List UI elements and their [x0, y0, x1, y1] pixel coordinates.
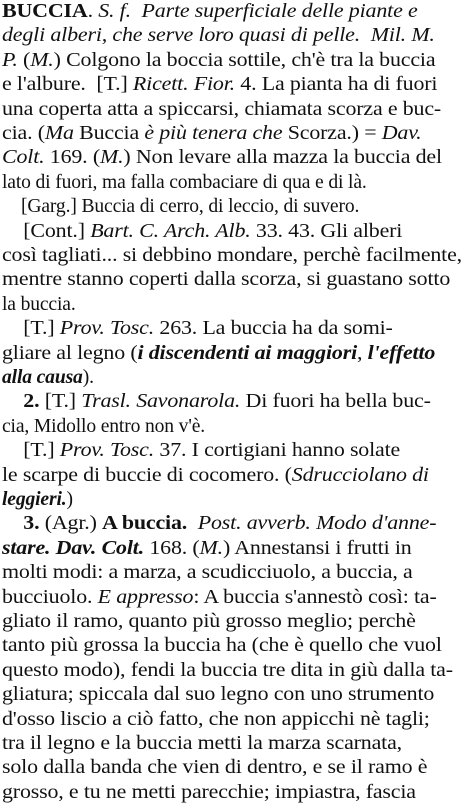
- text-line: [2, 537, 475, 561]
- text-line: [2, 220, 475, 244]
- body-text: [Garg.] Buccia di cerro, di leccio, di suvero.: [2, 196, 360, 218]
- text-line: [2, 464, 475, 488]
- text-line: [2, 317, 475, 341]
- citation-text: M.: [30, 49, 54, 71]
- citation-text: stare. Dav. Colt.: [2, 537, 145, 559]
- citation-text: S. f. Parte superficiale delle piante e: [98, 1, 418, 22]
- body-text: ) Colgono la boccia sottile, ch'è tra la buccia: [53, 49, 436, 71]
- body-text: gliare al legno (: [2, 342, 138, 364]
- citation-text: Ma: [44, 123, 74, 144]
- text-line: [2, 659, 475, 683]
- text-line: [2, 171, 475, 195]
- bold-text: A buccia.: [102, 513, 188, 535]
- body-text: d'osso liscio a ciò fatto, che non appicchi nè tagli;: [2, 708, 430, 730]
- text-line: [2, 24, 475, 48]
- body-text: 169. (: [44, 147, 100, 169]
- citation-text: i discendenti ai maggiori: [137, 342, 358, 364]
- text-line: [2, 0, 475, 24]
- body-text: [187, 513, 198, 534]
- body-text: 4. La pianta ha di fuori: [234, 74, 438, 96]
- body-text: tra il legno e la buccia metti la marza scarnata,: [2, 733, 402, 754]
- text-line: [2, 73, 475, 97]
- text-line: [2, 342, 475, 366]
- body-text: una coperta atta a spiccarsi, chiamata scorza e buc-: [2, 98, 442, 120]
- text-line: [2, 390, 475, 414]
- text-line: [2, 683, 475, 707]
- body-text: la buccia.: [2, 293, 76, 315]
- citation-text: Prov. Tosc.: [59, 318, 155, 340]
- body-text: : A buccia s'annestò così: ta-: [193, 586, 437, 608]
- citation-text: l'effetto: [367, 342, 436, 364]
- body-text: molti modi: a marza, a scudicciuolo, a buccia, a: [2, 562, 413, 584]
- text-line: [2, 732, 475, 756]
- citation-text: Sdrucciolano di: [291, 464, 429, 486]
- text-line: [2, 49, 475, 73]
- citation-text: E appresso: [97, 586, 194, 608]
- body-text: bucciuolo.: [2, 586, 98, 608]
- citation-text: alla causa: [2, 367, 83, 388]
- body-text: e l'albure. [T.]: [2, 74, 133, 96]
- citation-text: P.: [2, 49, 18, 71]
- body-text: ) Non levare alla mazza la buccia del: [123, 147, 442, 169]
- body-text: solo dalla banda che vien di dentro, e se il ramo è: [2, 757, 428, 779]
- body-text: 37. I cortigiani hanno solate: [154, 440, 401, 462]
- body-text: 168. (: [144, 537, 200, 559]
- body-text: [T.]: [44, 391, 82, 413]
- citation-text: Dav.: [381, 123, 422, 144]
- body-text: 263. La buccia ha da somi-: [154, 318, 393, 340]
- body-text: tanto più grossa la buccia ha (che è quello che vuol: [2, 635, 442, 657]
- bold-text: BUCCIA: [2, 1, 88, 22]
- text-line: [2, 415, 475, 439]
- text-line: [2, 488, 475, 512]
- text-line: [2, 366, 475, 390]
- text-line: [2, 512, 475, 536]
- citation-text: Post. avverb. Modo d'anne-: [197, 513, 437, 535]
- body-text: le scarpe di buccie di cocomero. (: [2, 464, 292, 486]
- body-text: gliato il ramo, quanto più grosso meglio; perchè: [2, 611, 416, 632]
- citation-text: M.: [99, 147, 124, 169]
- text-line: [2, 586, 475, 610]
- text-line: [2, 756, 475, 780]
- citation-text: Trasl. Savonarola.: [81, 391, 241, 413]
- text-line: [2, 708, 475, 732]
- body-text: 33. 43. Gli alberi: [250, 220, 403, 242]
- citation-text: degli alberi, che serve loro quasi di pelle. Mil. M.: [2, 25, 435, 47]
- body-text: .: [87, 1, 99, 22]
- text-line: [2, 98, 475, 122]
- text-line: [2, 268, 475, 292]
- citation-text: Prov. Tosc.: [59, 440, 155, 462]
- body-text: cia. (: [2, 123, 45, 144]
- bold-text: 3.: [2, 513, 45, 535]
- text-line: [2, 439, 475, 463]
- body-text: mentre stanno coperti dalla scorza, si guastano sotto: [2, 269, 451, 291]
- bold-text: 2.: [2, 391, 45, 413]
- body-text: ,: [357, 342, 368, 364]
- body-text: (Agr.): [44, 513, 103, 535]
- citation-text: M.: [199, 537, 223, 559]
- body-text: ): [66, 489, 73, 510]
- citation-text: leggieri.: [2, 489, 67, 510]
- body-text: [Cont.]: [2, 220, 91, 242]
- body-text: così tagliati... si debbino mondare, perchè facilmente,: [2, 245, 462, 266]
- citation-text: è più tenera che: [144, 123, 283, 144]
- body-text: Buccia: [73, 123, 145, 144]
- text-line: [2, 195, 475, 219]
- citation-text: Colt.: [2, 147, 45, 169]
- body-text: (: [17, 49, 31, 71]
- text-line: [2, 610, 475, 634]
- body-text: ) Annestansi i frutti in: [222, 537, 412, 559]
- citation-text: Bart. C. Arch. Alb.: [90, 220, 251, 242]
- body-text: [T.]: [2, 440, 60, 462]
- text-line: [2, 293, 475, 317]
- body-text: [T.]: [2, 318, 60, 340]
- text-line: [2, 244, 475, 268]
- body-text: Scorza.) =: [282, 123, 382, 144]
- body-text: lato di fuori, ma falla combaciare di qua e di là.: [2, 171, 367, 193]
- text-line: [2, 122, 475, 146]
- text-line: [2, 634, 475, 658]
- text-line: [2, 781, 475, 805]
- body-text: gliatura; spiccala dal suo legno con uno strumento: [2, 684, 435, 706]
- text-line: [2, 561, 475, 585]
- citation-text: Ricett. Fior.: [132, 74, 235, 96]
- body-text: cia, Midollo entro non v'è.: [2, 415, 205, 437]
- body-text: Di fuori ha bella buc-: [240, 391, 431, 413]
- body-text: ).: [82, 367, 94, 388]
- body-text: questo modo), fendi la buccia tre dita in giù dalla ta-: [2, 659, 453, 681]
- text-line: [2, 146, 475, 170]
- body-text: grosso, e tu ne metti parecchie; impiastra, fascia: [2, 781, 416, 803]
